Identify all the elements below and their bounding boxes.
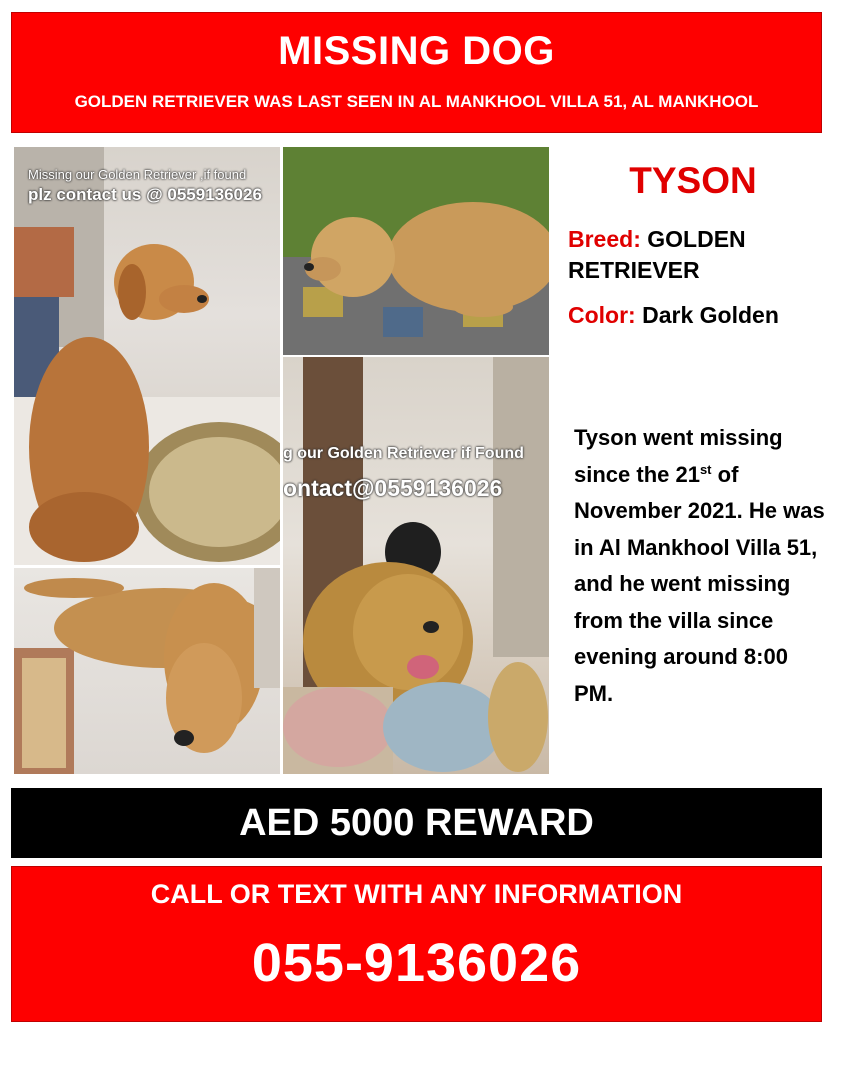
photo1-caption-line2: plz contact us @ 0559136026 xyxy=(28,185,262,204)
missing-description xyxy=(574,420,829,712)
dog-details xyxy=(568,160,828,331)
last-seen-subtitle: GOLDEN RETRIEVER WAS LAST SEEN IN AL MANKHOOL VILLA 51, AL MANKHOOL xyxy=(74,92,759,111)
breed-value: GOLDEN RETRIEVER xyxy=(568,226,746,283)
contact-banner xyxy=(11,866,822,1022)
dog-name: TYSON xyxy=(629,160,757,201)
photo1-caption-line1: Missing our Golden Retriever ,if found xyxy=(28,167,247,182)
call-text: CALL OR TEXT WITH ANY INFORMATION xyxy=(150,879,683,909)
phone-number: 055-9136026 xyxy=(251,933,582,993)
photo4-caption-line2: ontact@0559136026 xyxy=(283,475,503,501)
breed-label: Breed: xyxy=(568,226,641,252)
breed-field xyxy=(568,224,828,286)
color-label: Color: xyxy=(568,302,636,328)
description-part1: Tyson went missing since the 21 xyxy=(574,425,783,487)
dog-photo-lying-floor xyxy=(14,568,280,774)
color-value: Dark Golden xyxy=(642,302,779,328)
photo4-caption-line1: g our Golden Retriever if Found xyxy=(283,445,524,462)
dog-photo-lying-grass xyxy=(283,147,549,355)
color-field xyxy=(568,300,828,331)
dog-photo-sitting xyxy=(14,147,280,565)
reward-banner: AED 5000 REWARD xyxy=(11,788,822,858)
description-superscript: st xyxy=(699,461,712,477)
page-title: MISSING DOG xyxy=(278,29,555,73)
header-banner xyxy=(11,12,822,133)
dog-photo-closeup xyxy=(283,357,549,774)
description-part2: of November 2021. He was in Al Mankhool Villa 51, and he went missing from the villa since evening around 8:00 PM. xyxy=(574,461,825,706)
